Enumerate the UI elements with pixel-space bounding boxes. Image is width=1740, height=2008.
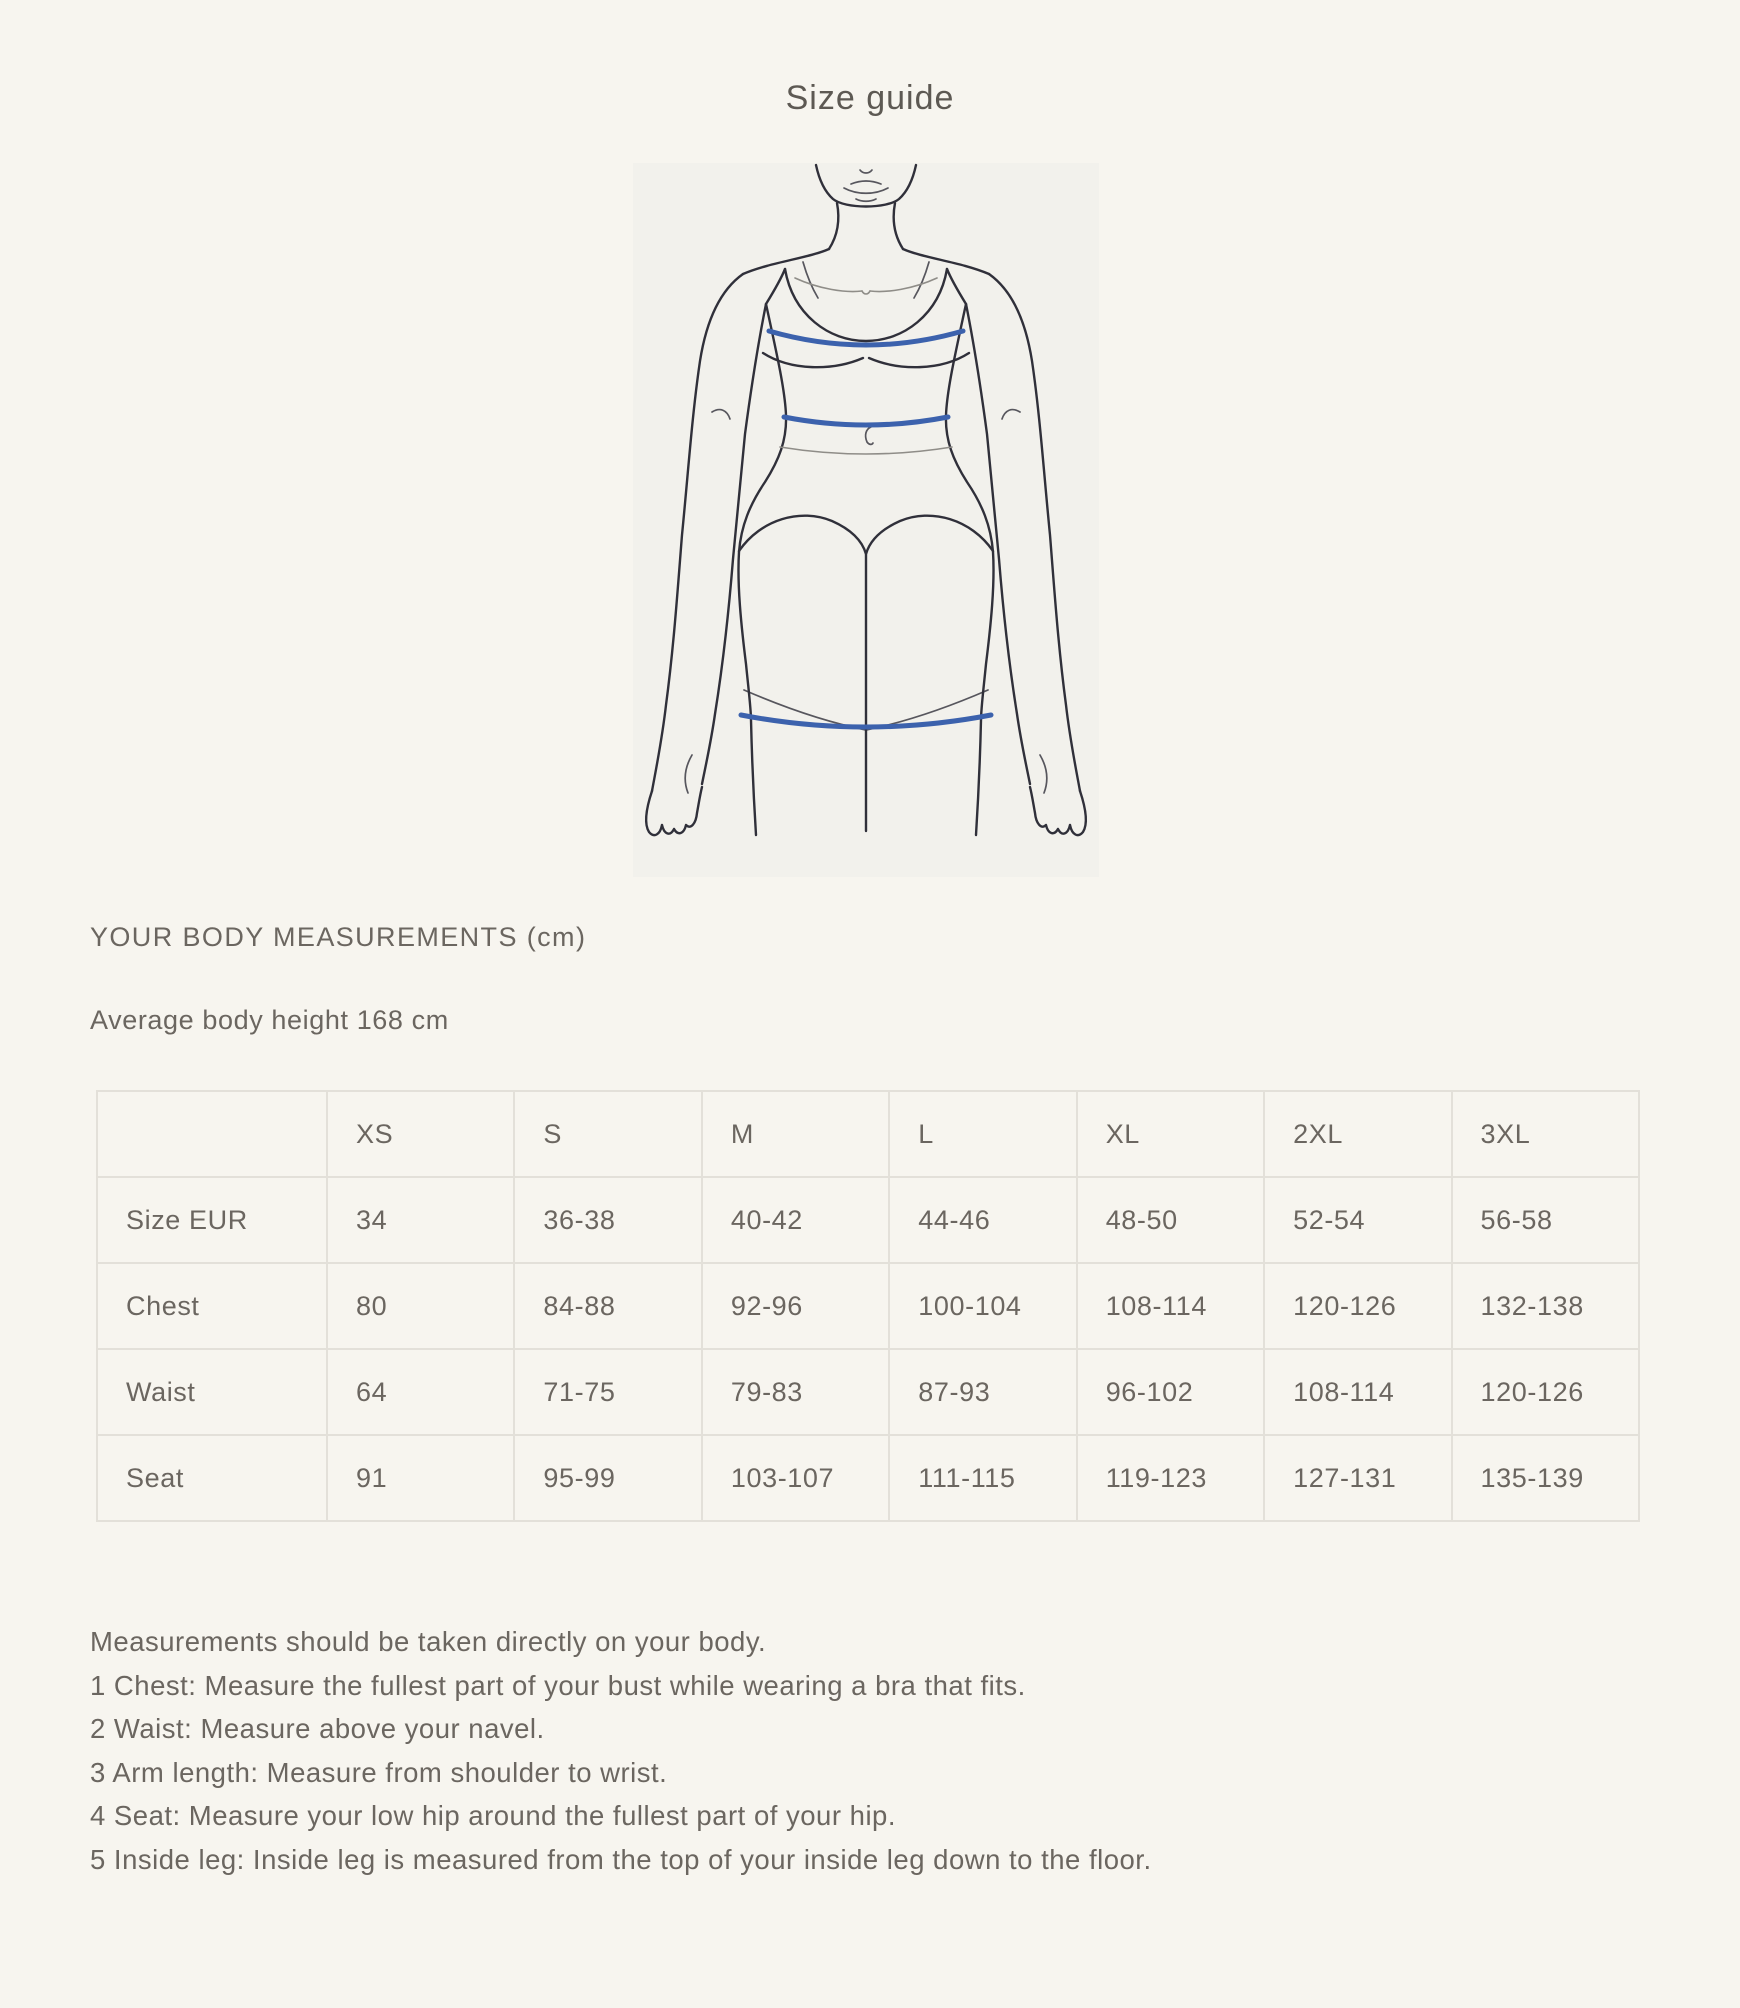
figure-collarbone-notch — [862, 291, 870, 294]
figure-bra-armhole-right — [947, 269, 966, 304]
table-row — [97, 1263, 1639, 1349]
figure-bra-armhole-left — [766, 269, 785, 304]
figure-hand-right — [1030, 787, 1086, 835]
figure-hand-left — [646, 787, 702, 835]
size-value-cell: 108-114 — [1264, 1349, 1451, 1435]
size-table-body — [97, 1177, 1639, 1521]
size-column-header-XL: XL — [1077, 1091, 1264, 1177]
body-measurement-figure — [633, 163, 1099, 877]
size-value-cell: 91 — [327, 1435, 514, 1521]
size-table-header-row — [97, 1091, 1639, 1177]
size-value-cell: 108-114 — [1077, 1263, 1264, 1349]
note-line: 2 Waist: Measure above your navel. — [90, 1713, 545, 1744]
row-label: Seat — [97, 1435, 327, 1521]
size-value-cell: 127-131 — [1264, 1435, 1451, 1521]
size-value-cell: 40-42 — [702, 1177, 889, 1263]
figure-arm-inner-left — [702, 304, 766, 784]
size-column-header-3XL: 3XL — [1452, 1091, 1639, 1177]
row-label: Chest — [97, 1263, 327, 1349]
size-table — [96, 1090, 1640, 1522]
size-value-cell: 92-96 — [702, 1263, 889, 1349]
size-value-cell: 80 — [327, 1263, 514, 1349]
size-column-header-L: L — [889, 1091, 1076, 1177]
figure-nose — [860, 170, 872, 173]
measurement-notes — [90, 1620, 1650, 1881]
row-label: Size EUR — [97, 1177, 327, 1263]
figure-elbow-right — [1002, 410, 1020, 419]
size-value-cell: 100-104 — [889, 1263, 1076, 1349]
figure-brief-top-left — [739, 516, 866, 554]
figure-arm-outer-right — [989, 274, 1080, 791]
size-value-cell: 48-50 — [1077, 1177, 1264, 1263]
size-value-cell: 87-93 — [889, 1349, 1076, 1435]
size-value-cell: 135-139 — [1452, 1435, 1639, 1521]
figure-mouth — [844, 188, 888, 193]
figure-hip-line — [780, 447, 952, 454]
figure-thumb-right — [1040, 755, 1047, 793]
figure-torso-right — [946, 304, 994, 835]
size-value-cell: 95-99 — [514, 1435, 701, 1521]
size-value-cell: 96-102 — [1077, 1349, 1264, 1435]
note-line: Measurements should be taken directly on your body. — [90, 1626, 767, 1657]
table-row — [97, 1435, 1639, 1521]
size-column-header-M: M — [702, 1091, 889, 1177]
size-value-cell: 71-75 — [514, 1349, 701, 1435]
page-title: Size guide — [785, 78, 955, 117]
size-value-cell: 44-46 — [889, 1177, 1076, 1263]
figure-strap-right — [914, 262, 929, 298]
note-line: 1 Chest: Measure the fullest part of your bust while wearing a bra that fits. — [90, 1669, 1026, 1701]
size-value-cell: 119-123 — [1077, 1435, 1264, 1521]
figure-arm-inner-right — [966, 304, 1030, 784]
figure-collarbone-right — [870, 278, 937, 291]
size-column-header-XS: XS — [327, 1091, 514, 1177]
size-value-cell: 79-83 — [702, 1349, 889, 1435]
note-line: 5 Inside leg: Inside leg is measured from the top of your inside leg down to the floor. — [90, 1843, 1152, 1875]
average-height-text: Average body height 168 cm — [90, 1005, 449, 1035]
row-label: Waist — [97, 1349, 327, 1435]
size-value-cell: 120-126 — [1264, 1263, 1451, 1349]
size-value-cell: 36-38 — [514, 1177, 701, 1263]
size-column-header-2XL: 2XL — [1264, 1091, 1451, 1177]
table-row — [97, 1177, 1639, 1263]
figure-lower-lip — [856, 199, 876, 201]
waist-measure-line — [784, 417, 948, 425]
figure-collarbone-left — [795, 278, 862, 291]
figure-arm-outer-left — [652, 274, 743, 791]
figure-elbow-left — [712, 410, 730, 419]
size-value-cell: 120-126 — [1452, 1349, 1639, 1435]
figure-thumb-left — [685, 755, 692, 793]
figure-upper-lip — [851, 181, 881, 184]
figure-neck-left — [829, 203, 838, 249]
size-value-cell: 132-138 — [1452, 1263, 1639, 1349]
chest-measure-line — [769, 331, 963, 345]
size-value-cell: 34 — [327, 1177, 514, 1263]
size-value-cell: 56-58 — [1452, 1177, 1639, 1263]
table-row — [97, 1349, 1639, 1435]
size-value-cell: 84-88 — [514, 1263, 701, 1349]
figure-strap-left — [803, 262, 818, 298]
figure-brief-top-right — [866, 516, 993, 554]
size-value-cell: 52-54 — [1264, 1177, 1451, 1263]
figure-torso-left — [738, 304, 786, 835]
body-figure-illustration — [633, 163, 1099, 877]
figure-neck-right — [894, 203, 903, 249]
size-table-corner-cell — [97, 1091, 327, 1177]
note-line: 4 Seat: Measure your low hip around the fullest part of your hip. — [90, 1800, 896, 1831]
size-value-cell: 111-115 — [889, 1435, 1076, 1521]
figure-chin — [816, 165, 916, 207]
size-value-cell: 103-107 — [702, 1435, 889, 1521]
body-measurements-heading: YOUR BODY MEASUREMENTS (cm) — [90, 922, 587, 952]
figure-navel — [866, 427, 873, 444]
size-value-cell: 64 — [327, 1349, 514, 1435]
note-line: 3 Arm length: Measure from shoulder to wrist. — [90, 1756, 668, 1788]
size-column-header-S: S — [514, 1091, 701, 1177]
